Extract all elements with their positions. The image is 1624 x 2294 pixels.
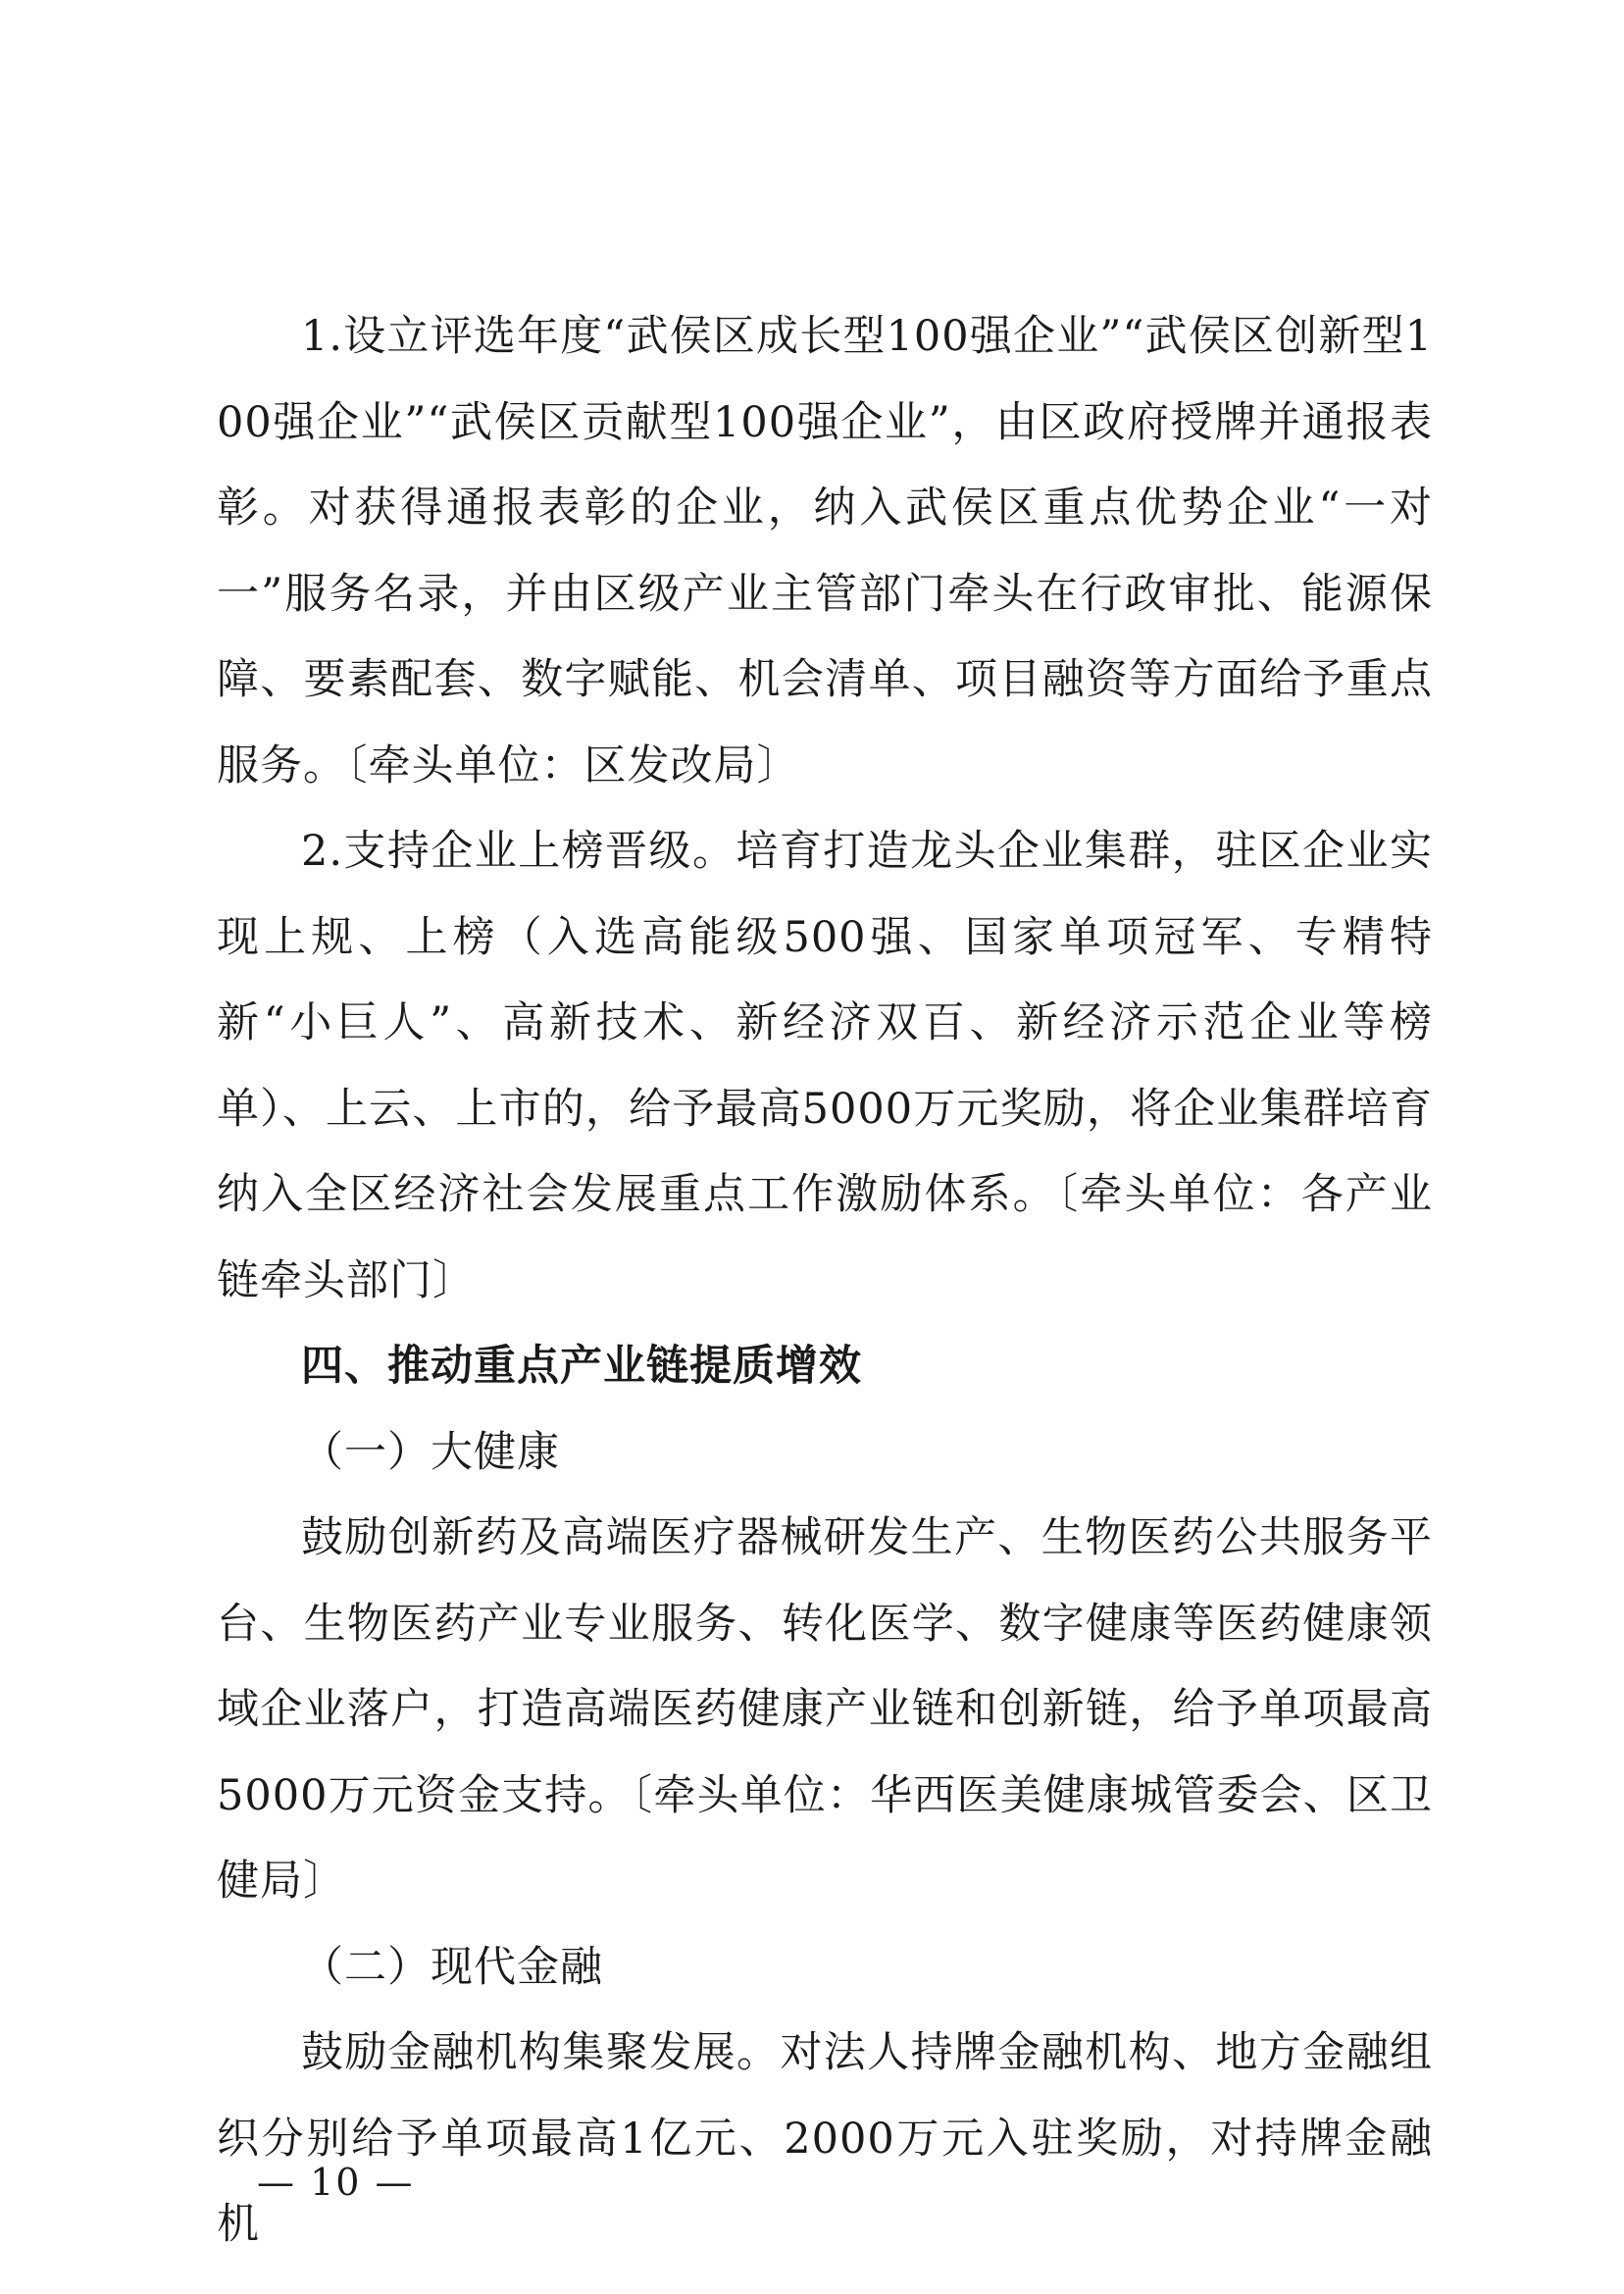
subheading-finance: （二）现代金融 [301,1942,603,1992]
paragraph-health: 鼓励创新药及高端医疗器械研发生产、生物医药公共服务平台、生物医药产业专业服务、转化医学、数字健康等医药健康领域企业落户，打造高端医药健康产业链和创新链，给予单项最高5000万元资金支持。〔牵头单位：华西医美健康城管委会、区卫健局〕 [217,1513,1433,1906]
paragraph-enterprise-listing: 2.支持企业上榜晋级。培育打造龙头企业集群，驻区企业实现上规、上榜（入选高能级500强、国家单项冠军、专精特新“小巨人”、高新技术、新经济双百、新经济示范企业等榜单）、上云、上市的，给予最高5000万元奖励，将企业集群培育纳入全区经济社会发展重点工作激励体系。〔牵头单位：各产业链牵头部门〕 [217,827,1433,1305]
paragraph-award-selection: 1.设立评选年度“武侯区成长型100强企业”“武侯区创新型100强企业”“武侯区贡献型100强企业”，由区政府授牌并通报表彰。对获得通报表彰的企业，纳入武侯区重点优势企业“一对一”服务名录，并由区级产业主管部门牵头在行政审批、能源保障、要素配套、数字赋能、机会清单、项目融资等方面给予重点服务。〔牵头单位：区发改局〕 [217,312,1433,790]
document-body [217,294,1433,2269]
section-heading-industry-chain: 四、推动重点产业链提质增效 [301,1342,862,1391]
page-number: — 10 — [257,2161,415,2204]
paragraph-finance: 鼓励金融机构集聚发展。对法人持牌金融机构、地方金融组织分别给予单项最高1亿元、2000万元入驻奖励，对持牌金融机 [217,2028,1433,2249]
subheading-health: （一）大健康 [301,1427,560,1477]
